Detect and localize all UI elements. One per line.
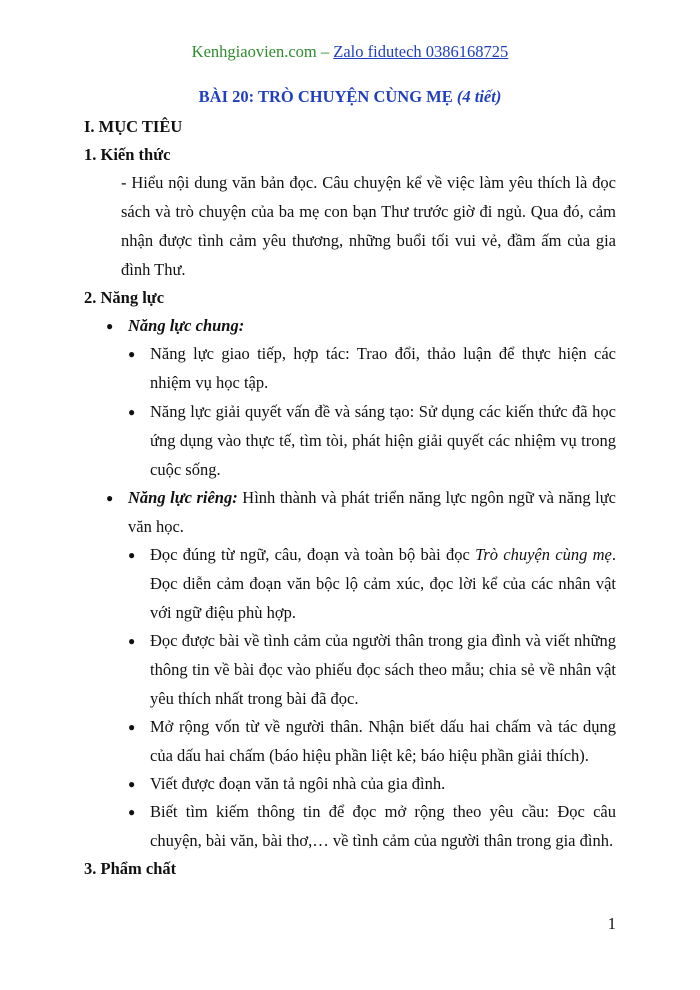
- specific-competence-label: Năng lực riêng:: [128, 488, 238, 507]
- subheading-competence: 2. Năng lực: [84, 288, 165, 307]
- specific-item-1-line-3: với ngữ điệu phù hợp.: [150, 603, 297, 622]
- knowledge-line-3: nhận được tình cảm yêu thương, những buổi tối vui vẻ, đầm ấm của gia: [121, 231, 616, 250]
- reading-title: Trò chuyện cùng mẹ: [475, 545, 612, 564]
- page-header: [0, 42, 700, 62]
- specific-item-4-line-1: Viết được đoạn văn tả ngôi nhà của gia đình.: [150, 774, 446, 793]
- specific-item-1-line-1: [150, 545, 616, 565]
- specific-item-2-line-1: Đọc được bài về tình cảm của người thân trong gia đình và viết những: [150, 631, 616, 650]
- specific-item-1-text: Đọc đúng từ ngữ, câu, đoạn và toàn bộ bài đọc: [150, 545, 476, 564]
- specific-item-3-line-2: của dấu hai chấm (báo hiệu phần liệt kê; báo hiệu phần giải thích).: [150, 746, 589, 765]
- specific-competence-intro-text: Hình thành và phát triển năng lực ngôn ngữ và năng lực: [237, 488, 616, 507]
- general-competence-label: Năng lực chung:: [128, 316, 245, 335]
- bullet-icon: ●: [128, 777, 136, 791]
- knowledge-line-2: sách và trò chuyện của ba mẹ con bạn Thư trước giờ đi ngủ. Qua đó, cảm: [121, 202, 616, 221]
- bullet-icon: ●: [128, 805, 136, 819]
- header-site-link[interactable]: Kenhgiaovien.com: [191, 42, 317, 61]
- general-item-2-line-2: ứng dụng vào thực tế, tìm tòi, phát hiện giải quyết các nhiệm vụ trong: [150, 431, 616, 450]
- subheading-knowledge: 1. Kiến thức: [84, 145, 171, 164]
- specific-item-1-period: .: [611, 545, 616, 564]
- knowledge-line-1: - Hiểu nội dung văn bản đọc. Câu chuyện kể về việc làm yêu thích là đọc: [121, 173, 616, 192]
- bullet-icon: ●: [106, 491, 114, 505]
- section-heading-objectives: I. MỤC TIÊU: [84, 117, 183, 136]
- specific-item-1-line-2: Đọc diễn cảm đoạn văn bộc lộ cảm xúc, đọc lời kể của các nhân vật: [150, 574, 616, 593]
- general-item-1-line-2: nhiệm vụ học tập.: [150, 373, 269, 392]
- general-item-2-line-1: Năng lực giải quyết vấn đề và sáng tạo: Sử dụng các kiến thức đã học: [150, 402, 616, 421]
- general-item-1-line-1: Năng lực giao tiếp, hợp tác: Trao đổi, thảo luận để thực hiện các: [150, 344, 616, 363]
- lesson-duration: (4 tiết): [456, 87, 502, 106]
- bullet-icon: ●: [128, 720, 136, 734]
- specific-item-5-line-1: Biết tìm kiếm thông tin để đọc mở rộng theo yêu cầu: Đọc câu: [150, 802, 616, 821]
- bullet-icon: ●: [128, 548, 136, 562]
- specific-item-5-line-2: chuyện, bài văn, bài thơ,… về tình cảm của người thân trong gia đình.: [150, 831, 614, 850]
- bullet-icon: ●: [128, 347, 136, 361]
- subheading-quality: 3. Phẩm chất: [84, 859, 177, 878]
- specific-item-2-line-3: yêu thích nhất trong bài đã đọc.: [150, 689, 359, 708]
- knowledge-line-4: đình Thư.: [121, 260, 186, 279]
- page-number: 1: [607, 914, 616, 933]
- bullet-icon: ●: [128, 634, 136, 648]
- header-separator: –: [316, 42, 334, 61]
- specific-competence-intro-line-2: văn học.: [128, 517, 184, 536]
- general-item-2-line-3: cuộc sống.: [150, 460, 221, 479]
- bullet-icon: ●: [106, 319, 114, 333]
- specific-item-2-line-2: thông tin về bài đọc vào phiếu đọc sách theo mẫu; chia sẻ về nhân vật: [150, 660, 616, 679]
- specific-competence-intro: [128, 488, 616, 508]
- lesson-title: [0, 87, 700, 107]
- header-zalo-link[interactable]: Zalo fidutech 0386168725: [333, 42, 509, 61]
- lesson-title-text: BÀI 20: TRÒ CHUYỆN CÙNG MẸ: [198, 87, 453, 106]
- specific-item-3-line-1: Mở rộng vốn từ về người thân. Nhận biết dấu hai chấm và tác dụng: [150, 717, 616, 736]
- bullet-icon: ●: [128, 405, 136, 419]
